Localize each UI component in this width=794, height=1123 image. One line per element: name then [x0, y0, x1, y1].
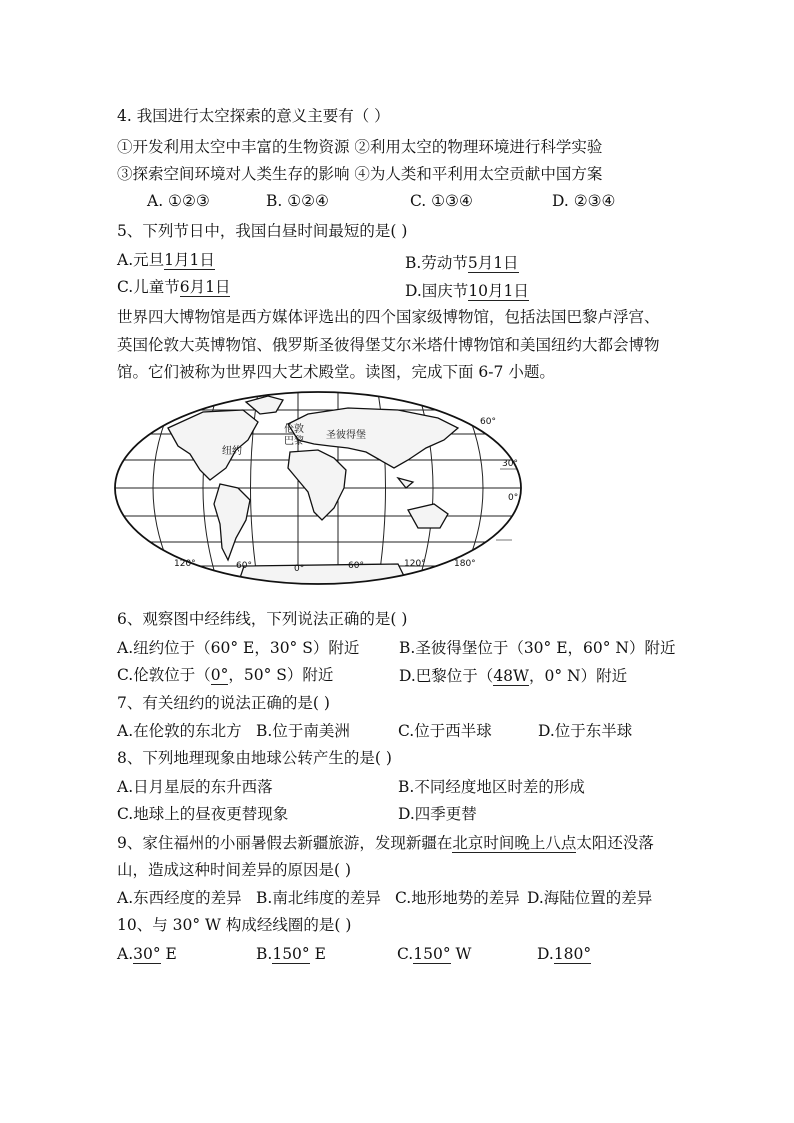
label-lon-180: 180° [454, 559, 476, 569]
label-lat-30: 30° [502, 459, 518, 469]
q9-option-b: B.南北纬度的差异 [256, 889, 381, 907]
q9-stem-text-end: 太阳还没落 [576, 834, 654, 852]
q7-option-c: C.位于西半球 [398, 722, 492, 740]
q6-option-d-text-end: ，0° N）附近 [528, 667, 628, 685]
q5-option-c [117, 277, 230, 297]
q9-option-c: C.地形地势的差异 [395, 889, 520, 907]
q5-stem: 5、下列节日中，我国白昼时间最短的是( ) [117, 222, 408, 240]
q5-option-c-value: 6月1日 [179, 278, 231, 296]
q10-option-d-letter: D. [537, 945, 554, 963]
q5-option-a-value: 1月1日 [164, 251, 215, 269]
label-stpetersburg: 圣彼得堡 [326, 430, 366, 441]
q4-option-c: C. ①③④ [410, 192, 473, 210]
q6-option-a: A.纽约位于（60° E，30° S）附近 [117, 639, 360, 657]
q5-option-b-label: B.劳动节 [405, 254, 468, 272]
q8-option-a: A.日月星辰的东升西落 [117, 778, 273, 796]
label-paris: 巴黎 [284, 436, 304, 447]
q10-option-a [117, 944, 177, 964]
q8-stem: 8、下列地理现象由地球公转产生的是( ) [117, 749, 392, 767]
passage-line-1: 世界四大博物馆是西方媒体评选出的四个国家级博物馆，包括法国巴黎卢浮宫、 [117, 308, 660, 326]
label-lon-120w: 120° [174, 559, 196, 569]
q5-option-b [405, 253, 519, 273]
q9-stem-underlined: 北京时间晚上八点 [452, 834, 577, 852]
q10-option-a-letter: A. [117, 945, 134, 963]
q4-option-d: D. ②③④ [552, 192, 616, 210]
q5-option-b-value: 5月1日 [467, 254, 519, 272]
q10-stem: 10、与 30° W 构成经线圈的是( ) [117, 916, 352, 934]
label-lon-0: 0° [294, 564, 305, 574]
q10-option-c-suffix: W [450, 945, 472, 963]
q10-option-b [256, 944, 326, 964]
q10-option-b-value: 150° [272, 945, 310, 963]
q10-option-b-suffix: E [309, 945, 326, 963]
q8-option-b: B.不同经度地区时差的形成 [398, 778, 585, 796]
q7-option-b: B.位于南美洲 [256, 722, 350, 740]
q9-stem-line-2: 山，造成这种时间差异的原因是( ) [117, 861, 352, 879]
q10-option-a-value: 30° [133, 945, 161, 963]
q6-option-d-text: D.巴黎位于（ [399, 667, 494, 685]
q9-option-d: D.海陆位置的差异 [527, 889, 653, 907]
label-lon-120e: 120° [404, 559, 426, 569]
q4-item-line-2: ③探索空间环境对人类生存的影响 ④为人类和平利用太空贡献中国方案 [117, 165, 603, 183]
q6-option-d [399, 666, 627, 686]
q5-option-d-value: 10月1日 [468, 282, 529, 300]
q4-option-a: A. ①②③ [147, 192, 210, 210]
label-lat-60: 60° [480, 417, 496, 427]
q5-option-a-label: A.元旦 [117, 251, 165, 269]
q6-option-b: B.圣彼得堡位于（30° E，60° N）附近 [399, 639, 676, 657]
q8-option-d: D.四季更替 [398, 805, 477, 823]
q4-stem: 4. 我国进行太空探索的意义主要有（ ） [117, 107, 390, 125]
q4-option-b: B. ①②④ [266, 192, 329, 210]
q9-stem-text: 9、家住福州的小丽暑假去新疆旅游，发现新疆在 [117, 834, 453, 852]
label-newyork: 纽约 [222, 446, 242, 457]
q7-option-a: A.在伦敦的东北方 [117, 722, 242, 740]
q10-option-d [537, 944, 591, 964]
q10-option-a-suffix: E [160, 945, 177, 963]
q6-option-c-value: 0° [210, 666, 229, 684]
q10-option-c [397, 944, 471, 964]
q8-option-c: C.地球上的昼夜更替现象 [117, 805, 289, 823]
q10-option-d-value: 180° [553, 945, 592, 963]
q10-option-c-value: 150° [413, 945, 451, 963]
q6-option-d-value: 48W [493, 667, 529, 685]
label-lat-0: 0° [508, 493, 519, 503]
q9-stem-line-1 [117, 833, 654, 853]
q7-option-d: D.位于东半球 [538, 722, 633, 740]
q6-option-c-text-end: ，50° S）附近 [228, 666, 334, 684]
label-lon-60e: 60° [348, 561, 364, 571]
label-lon-60w: 60° [236, 561, 252, 571]
q6-option-c-text: C.伦敦位于（ [117, 666, 211, 684]
label-london: 伦敦 [284, 424, 304, 435]
passage-line-3: 馆。它们被称为世界四大艺术殿堂。读图，完成下面 6-7 小题。 [117, 363, 555, 381]
q10-option-c-letter: C. [397, 945, 414, 963]
q5-option-c-label: C.儿童节 [117, 278, 180, 296]
q5-option-d-label: D.国庆节 [405, 282, 469, 300]
q4-item-line-1: ①开发利用太空中丰富的生物资源 ②利用太空的物理环境进行科学实验 [117, 138, 603, 156]
q6-option-c [117, 665, 333, 685]
q10-option-b-letter: B. [256, 945, 273, 963]
world-map [108, 388, 528, 588]
q5-option-d [405, 281, 529, 301]
q6-stem: 6、观察图中经纬线，下列说法正确的是( ) [117, 610, 408, 628]
passage-line-2: 英国伦敦大英博物馆、俄罗斯圣彼得堡艾尔米塔什博物馆和美国纽约大都会博物 [117, 336, 660, 354]
q5-option-a [117, 250, 215, 270]
map-continents [168, 396, 458, 584]
q9-option-a: A.东西经度的差异 [117, 889, 242, 907]
q7-stem: 7、有关纽约的说法正确的是( ) [117, 694, 330, 712]
